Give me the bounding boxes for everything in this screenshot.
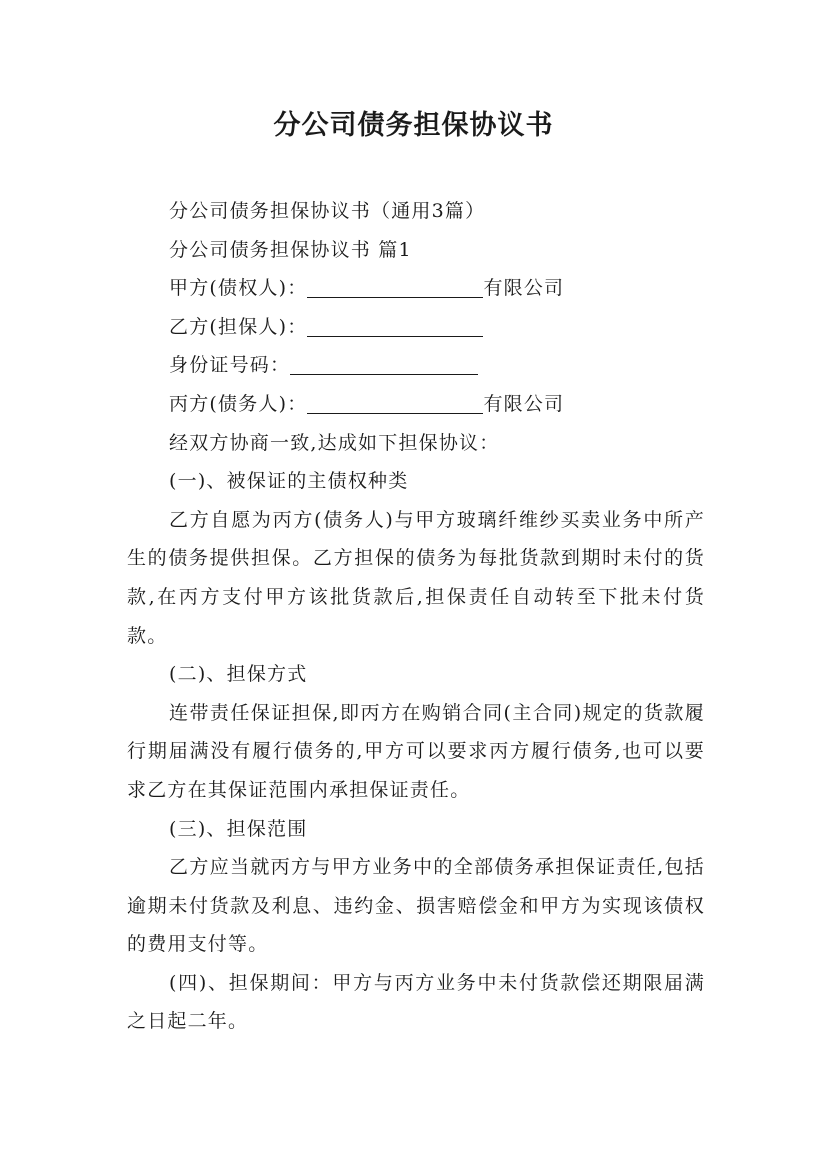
- party-a-suffix: 有限公司: [483, 277, 565, 300]
- party-b-line: [127, 308, 705, 347]
- id-number-blank: [290, 350, 478, 375]
- document-body: [127, 192, 705, 1041]
- party-c-line: [127, 385, 705, 424]
- paragraph-guarantee-scope: 乙方应当就丙方与甲方业务中的全部债务承担保证责任,包括逾期未付货款及利息、违约金、损害赔偿金和甲方为实现该债权的费用支付等。: [127, 856, 705, 956]
- heading-guaranteed-debt-type: (一)、被保证的主债权种类: [169, 470, 409, 493]
- document-title: 分公司债务担保协议书: [273, 110, 554, 141]
- heading-guarantee-method: (二)、担保方式: [169, 663, 308, 686]
- intro-line: 经双方协商一致,达成如下担保协议：: [169, 431, 500, 454]
- paragraph-guarantee-period: (四)、担保期间：甲方与丙方业务中未付货款偿还期限届满之日起二年。: [127, 971, 705, 1033]
- party-c-blank: [307, 389, 483, 414]
- party-b-label: 乙方(担保人)：: [169, 315, 308, 338]
- heading-guarantee-scope: (三)、担保范围: [169, 817, 308, 840]
- party-c-label: 丙方(债务人)：: [169, 392, 308, 415]
- party-a-label: 甲方(债权人)：: [169, 277, 308, 300]
- party-b-blank: [307, 312, 483, 337]
- party-c-suffix: 有限公司: [483, 392, 565, 415]
- paragraph-guaranteed-debt: 乙方自愿为丙方(债务人)与甲方玻璃纤维纱买卖业务中所产生的债务提供担保。乙方担保的债务为每批货款到期时未付的货款,在丙方支付甲方该批货款后,担保责任自动转至下批未付货款。: [127, 508, 705, 647]
- paragraph-guarantee-method: 连带责任保证担保,即丙方在购销合同(主合同)规定的货款履行期届满没有履行债务的,甲方可以要求丙方履行债务,也可以要求乙方在其保证范围内承担保证责任。: [127, 701, 705, 801]
- party-a-line: [127, 269, 705, 308]
- id-number-line: [127, 346, 705, 385]
- section-label: 分公司债务担保协议书 篇1: [169, 238, 412, 261]
- id-number-label: 身份证号码：: [169, 354, 291, 377]
- party-a-blank: [307, 273, 483, 298]
- document-subtitle: 分公司债务担保协议书（通用3篇）: [169, 200, 486, 222]
